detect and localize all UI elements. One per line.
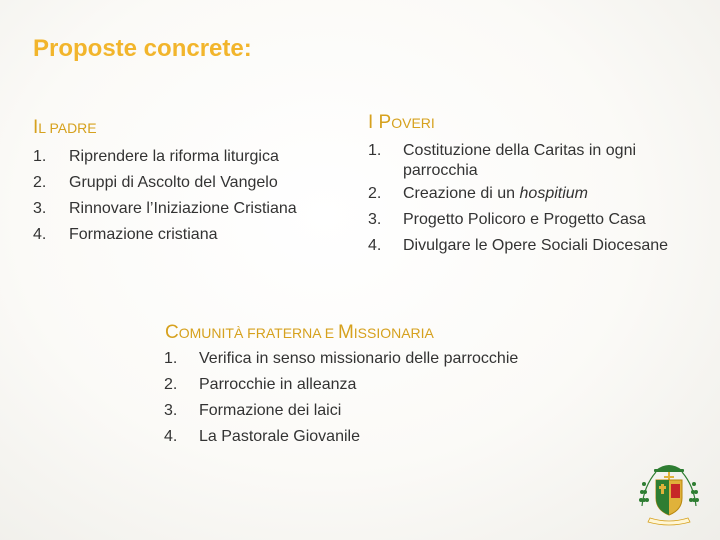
list-item: 4. Formazione cristiana — [33, 226, 218, 243]
bishop-coat-of-arms-icon — [636, 460, 702, 526]
slide-title: Proposte concrete: — [33, 35, 252, 62]
section-heading-poveri — [368, 113, 435, 132]
list-item: 1. Costituzione della Caritas in ogni parrocchia — [368, 142, 637, 179]
list-item: 3. Progetto Policoro e Progetto Casa — [368, 211, 646, 228]
list-item: 1. Riprendere la riforma liturgica — [33, 148, 279, 165]
list-item: 4. La Pastorale Giovanile — [164, 428, 360, 445]
heading-rest: L PADRE — [38, 120, 97, 136]
heading-initial: I — [33, 117, 39, 138]
list-item: 2. Parrocchie in alleanza — [164, 376, 357, 393]
heading-rest: OVERI — [391, 115, 435, 131]
list-item: 2. Gruppi di Ascolto del Vangelo — [33, 174, 278, 191]
list-item: 3. Formazione dei laici — [164, 402, 342, 419]
poveri-list — [368, 138, 688, 259]
list-item: 2. Creazione di un hospitium — [368, 185, 588, 202]
list-item: 4. Divulgare le Opere Sociali Diocesane — [368, 237, 669, 254]
heading-initial: I P — [368, 112, 392, 133]
hospitium-emphasis: hospitium — [519, 185, 588, 202]
list-item: 3. Rinnovare l’Iniziazione Cristiana — [33, 200, 297, 217]
comunita-list — [164, 346, 604, 450]
section-heading-padre — [33, 118, 97, 137]
section-heading-comunita: COMUNITÀ FRATERNA E MISSIONARIA — [165, 322, 434, 343]
padre-list — [33, 144, 353, 248]
list-item: 1. Verifica in senso missionario delle parrocchie — [164, 350, 519, 367]
